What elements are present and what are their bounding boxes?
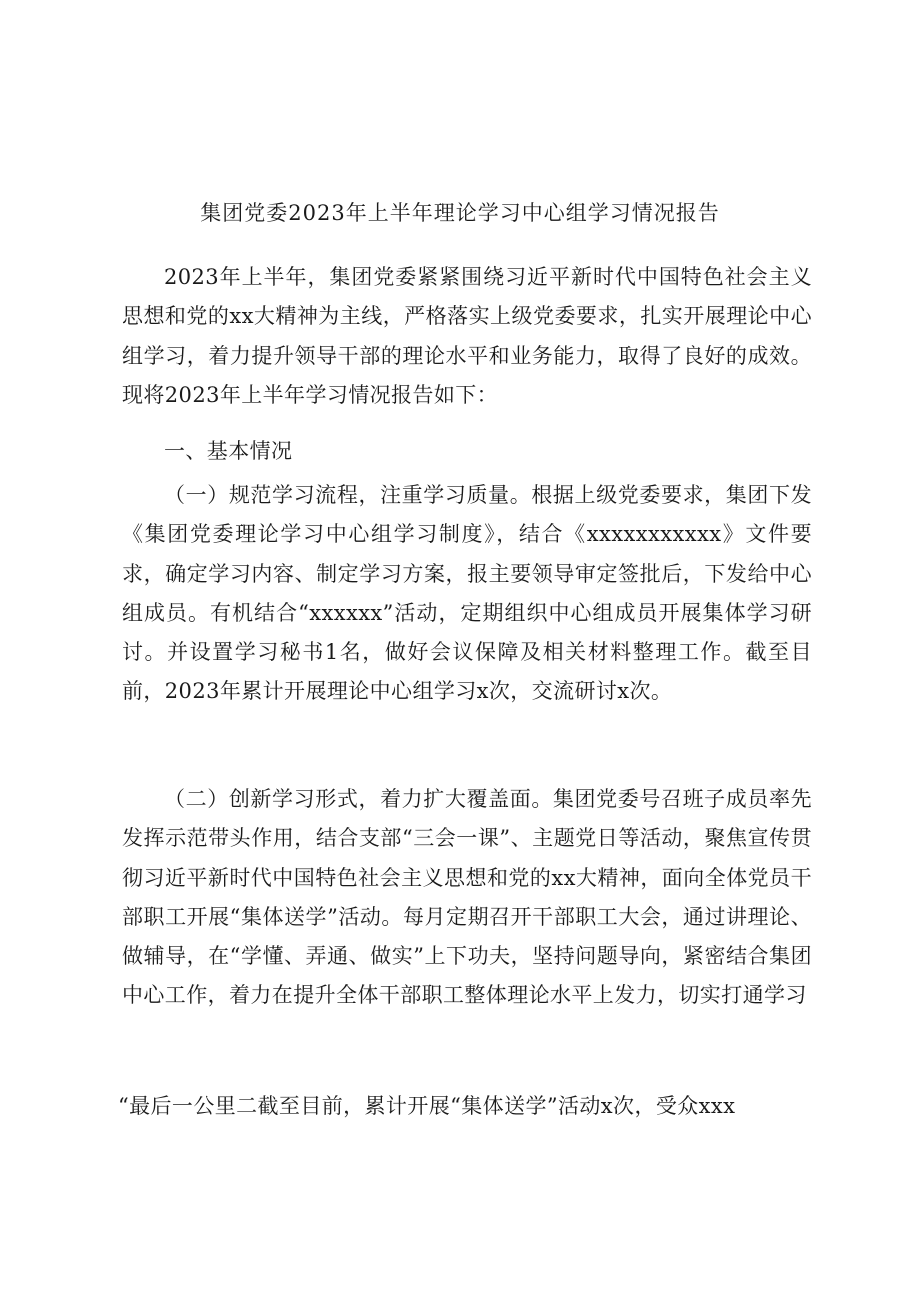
intro-paragraph: 2023年上半年，集团党委紧紧围绕习近平新时代中国特色社会主义思想和党的xx大精神为主线，严格落实上级党委要求，扎实开展理论中心组学习，着力提升领导干部的理论水平和业务能力，取得了良好的成效。现将2023年上半年学习情况报告如下： [122, 265, 812, 407]
continuation-paragraph: “最后一公里二截至目前，累计开展“集体送学”活动x次，受众xxx [118, 1094, 736, 1118]
item-2-paragraph: （二）创新学习形式，着力扩大覆盖面。集团党委号召班子成员率先发挥示范带头作用，结合支部“三会一课”、主题党日等活动，聚焦宣传贯彻习近平新时代中国特色社会主义思想和党的xx大精神，面向全体党员干部职工开展“集体送学”活动。每月定期召开干部职工大会，通过讲理论、做辅导，在“学懂、弄通、做实”上下功夫，坚持问题导向，紧密结合集团中心工作，着力在提升全体干部职工整体理论水平上发力，切实打通学习 [122, 787, 812, 1008]
document-title: 集团党委2023年上半年理论学习中心组学习情况报告 [200, 201, 720, 225]
item-1-paragraph: （一）规范学习流程，注重学习质量。根据上级党委要求，集团下发《集团党委理论学习中心组学习制度》，结合《xxxxxxxxxxx》文件要求，确定学习内容、制定学习方案，报主要领导审定签批后，下发给中心组成员。有机结合“xxxxxx”活动，定期组织中心组成员开展集体学习研讨。并设置学习秘书1名，做好会议保障及相关材料整理工作。截至目前，2023年累计开展理论中心组学习x次，交流研讨x次。 [122, 483, 812, 704]
section-heading: 一、基本情况 [164, 439, 293, 463]
